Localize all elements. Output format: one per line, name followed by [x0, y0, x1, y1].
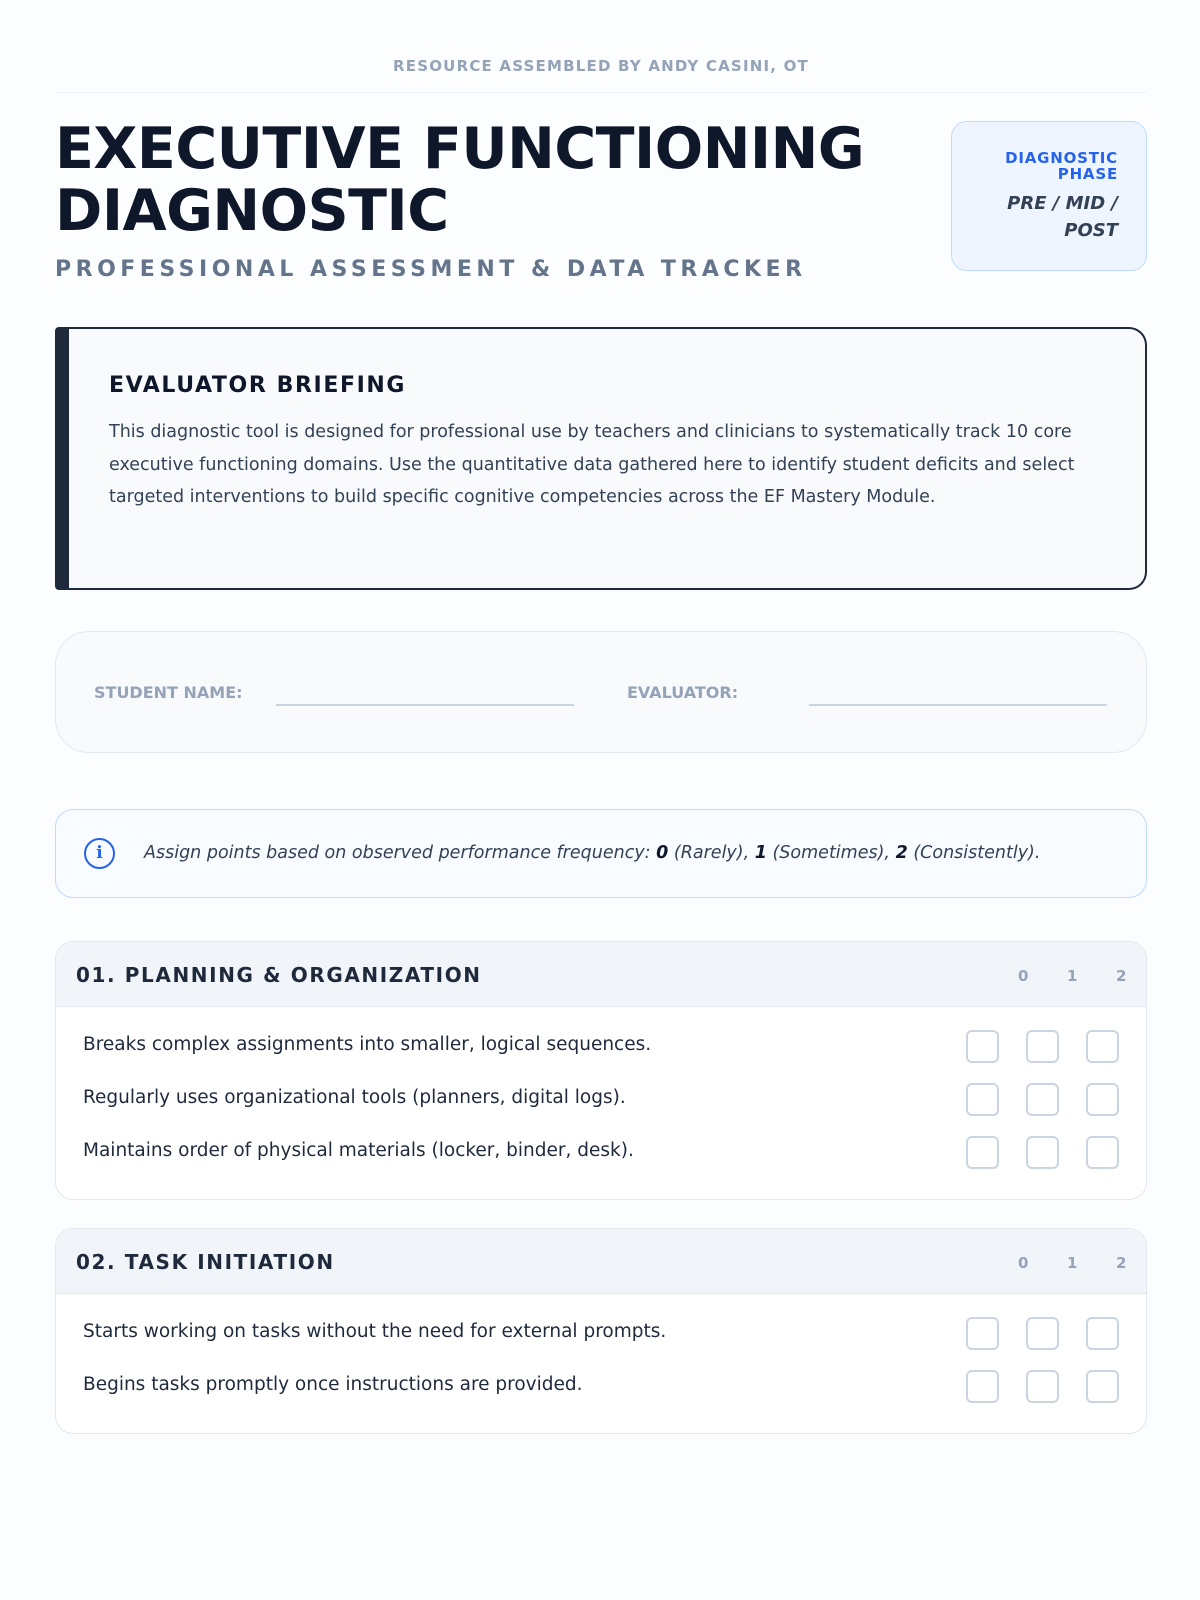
domain-card-task-initiation	[55, 1228, 1147, 1434]
phase-options-line-2: POST	[1064, 220, 1118, 241]
phase-selector[interactable]	[951, 121, 1147, 271]
score-checkbox-1[interactable]	[1026, 1370, 1059, 1403]
item-text: Regularly uses organizational tools (planners, digital logs).	[83, 1087, 626, 1108]
attribution: RESOURCE ASSEMBLED BY ANDY CASINI, OT	[393, 57, 809, 75]
score-header-2: 2	[1116, 967, 1127, 985]
student-info-card	[55, 631, 1147, 753]
domain-title: 01. PLANNING & ORGANIZATION	[76, 963, 482, 987]
scoring-text	[144, 843, 1040, 863]
score-checkbox-1[interactable]	[1026, 1317, 1059, 1350]
evaluator-briefing	[55, 327, 1147, 590]
item-text: Maintains order of physical materials (locker, binder, desk).	[83, 1140, 634, 1161]
student-name-field[interactable]	[276, 704, 574, 706]
score-checkbox-2[interactable]	[1086, 1317, 1119, 1350]
domain-title: 02. TASK INITIATION	[76, 1250, 335, 1274]
list-item	[56, 1307, 1147, 1360]
domain-header	[56, 942, 1146, 1007]
list-item	[56, 1020, 1147, 1073]
briefing-body: This diagnostic tool is designed for professional use by teachers and clinicians to systematically track 10 core executive functioning domains. Use the quantitative data gathered here to identify student deficits and select targeted interventions to build specific cognitive competencies across the EF Mastery Module.	[109, 422, 1075, 507]
score-checkbox-2[interactable]	[1086, 1083, 1119, 1116]
title-line-2: DIAGNOSTIC	[55, 178, 449, 244]
score-header-0: 0	[1018, 967, 1029, 985]
score-checkbox-2[interactable]	[1086, 1136, 1119, 1169]
score-checkbox-0[interactable]	[966, 1370, 999, 1403]
scoring-prefix: Assign points based on observed performance frequency:	[144, 843, 657, 863]
phase-options-line-1: PRE / MID /	[1007, 193, 1118, 214]
scoring-instructions	[55, 809, 1147, 898]
phase-label-line-1: DIAGNOSTIC	[1005, 149, 1118, 167]
briefing-heading: EVALUATOR BRIEFING	[109, 373, 407, 398]
domain-card-planning	[55, 941, 1147, 1200]
score-0-value: 0	[656, 843, 669, 863]
score-header-2: 2	[1116, 1254, 1127, 1272]
domain-header	[56, 1229, 1146, 1294]
divider	[55, 92, 1147, 93]
score-0-label: (Rarely),	[668, 843, 755, 863]
item-text: Begins tasks promptly once instructions are provided.	[83, 1374, 583, 1395]
item-text: Breaks complex assignments into smaller, logical sequences.	[83, 1034, 652, 1055]
list-item	[56, 1126, 1147, 1179]
score-checkbox-0[interactable]	[966, 1317, 999, 1350]
phase-label-line-2: PHASE	[1057, 165, 1118, 183]
score-2-label: (Consistently).	[907, 843, 1041, 863]
score-checkbox-2[interactable]	[1086, 1030, 1119, 1063]
score-header-0: 0	[1018, 1254, 1029, 1272]
score-header-1: 1	[1067, 967, 1078, 985]
page-subtitle: PROFESSIONAL ASSESSMENT & DATA TRACKER	[55, 257, 807, 282]
score-2-value: 2	[895, 843, 908, 863]
score-checkbox-0[interactable]	[966, 1083, 999, 1116]
student-name-label: STUDENT NAME:	[94, 683, 243, 702]
score-1-label: (Sometimes),	[766, 843, 896, 863]
score-checkbox-0[interactable]	[966, 1030, 999, 1063]
evaluator-field[interactable]	[809, 704, 1107, 706]
list-item	[56, 1360, 1147, 1413]
evaluator-label: EVALUATOR:	[627, 683, 739, 702]
score-checkbox-2[interactable]	[1086, 1370, 1119, 1403]
score-header-1: 1	[1067, 1254, 1078, 1272]
score-1-value: 1	[754, 843, 767, 863]
phase-options	[952, 190, 1118, 244]
phase-label	[952, 150, 1118, 182]
score-checkbox-1[interactable]	[1026, 1136, 1059, 1169]
score-checkbox-1[interactable]	[1026, 1030, 1059, 1063]
score-checkbox-0[interactable]	[966, 1136, 999, 1169]
list-item	[56, 1073, 1147, 1126]
info-icon: i	[84, 838, 115, 869]
page-title	[55, 118, 935, 242]
title-line-1: EXECUTIVE FUNCTIONING	[55, 116, 865, 182]
item-text: Starts working on tasks without the need for external prompts.	[83, 1321, 667, 1342]
score-checkbox-1[interactable]	[1026, 1083, 1059, 1116]
